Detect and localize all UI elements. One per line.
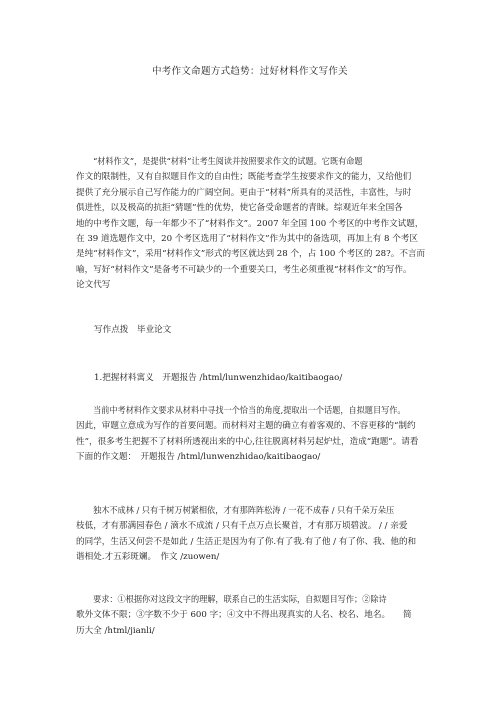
section1-line: 因此，审题立意成为写作的首要问题。而材料对主题的确立有着客观的、不容更移的“制约 [76, 421, 416, 432]
intro-line: 地的中考作文题，每一年都少不了“材料作文”。2007 年全国 100 个考区的中考作文试题， [76, 218, 424, 229]
intro-line: 论文代写 [76, 280, 111, 291]
poem-paragraph [76, 504, 430, 566]
intro-paragraph [76, 155, 430, 294]
intro-line: 作文的限制性，又有自拟题目作文的自由性；既能考查学生按要求作文的能力，又给他们 [76, 172, 412, 183]
section1-line: 下面的作文题： 开题报告 /html/lunwenzhidao/kaitibaogao/ [76, 452, 321, 463]
intro-line: 在 39 道选题作文中，20 个考区选用了“材料作文”作为其中的备选项，再加上有 8 个考区 [76, 234, 418, 245]
section1-line: 当前中考材料作文要求从材料中寻找一个恰当的角度,提取出一个话题，自拟题目写作。 [93, 406, 406, 416]
poem-line: 独木不成林 / 只有千树万树紧相依，才有那阵阵松涛 / 一花不成春 / 只有千朵万朵压 [93, 506, 395, 516]
section1-line: 性”，很多考生把握不了材料所透视出来的中心,往往脱离材料另起炉灶，造成“跑题”。请看 [76, 436, 419, 447]
requirements-line: 歌外文体不限；③字数不少于 600 字；④文中不得出现真实的人名、校名、地名。 简 [76, 610, 412, 621]
intro-line: 提供了充分展示自己写作能力的广阔空间。更由于“材料”所具有的灵活性，丰富性，与时 [76, 187, 412, 198]
poem-line: 谐相处.才五彩斑斓。 作文 /zuowen/ [76, 552, 220, 563]
document-title: 中考作文命题方式趋势：过好材料作文写作关 [151, 66, 348, 77]
intro-line: 喻，写好“材料作文”是备考不可缺少的一个重要关口，考生必须重视“材料作文”的写作。 [76, 264, 412, 275]
section1-paragraph [76, 404, 430, 466]
intro-line: 俱进性，以及极高的抗拒“猜题”性的优势，使它备受命题者的青睐。综观近年来全国各 [76, 203, 403, 214]
requirements-line: 要求：①根据你对这段文字的理解，联系自己的生活实际，自拟题目写作；②除诗 [93, 595, 387, 605]
intro-line: “材料作文”，是提供“材料”让考生阅读并按照要求作文的试题。它既有命题 [93, 157, 363, 167]
requirements-paragraph [76, 593, 430, 639]
requirements-line: 历大全 /html/jianli/ [76, 625, 155, 636]
poem-line: 枝低，才有那满园春色 / 滴水不成流 / 只有千点万点长聚首，才有那万顷碧波。 / / 亲爱 [76, 521, 408, 532]
tags-line: 写作点拨 毕业论文 [94, 325, 172, 335]
poem-line: 的同学，生活又何尝不是如此 / 生活正是因为有了你.有了我.有了他 / 有了你、我、他的和 [76, 536, 417, 547]
section1-heading: 1.把握材料寓义 开题报告 /html/lunwenzhidao/kaitibaogao/ [94, 373, 343, 383]
intro-line: 是纯“材料作文”，采用“材料作文”形式的考区就达到 28 个，占 100 个考区的 28?。不言而 [76, 249, 426, 260]
